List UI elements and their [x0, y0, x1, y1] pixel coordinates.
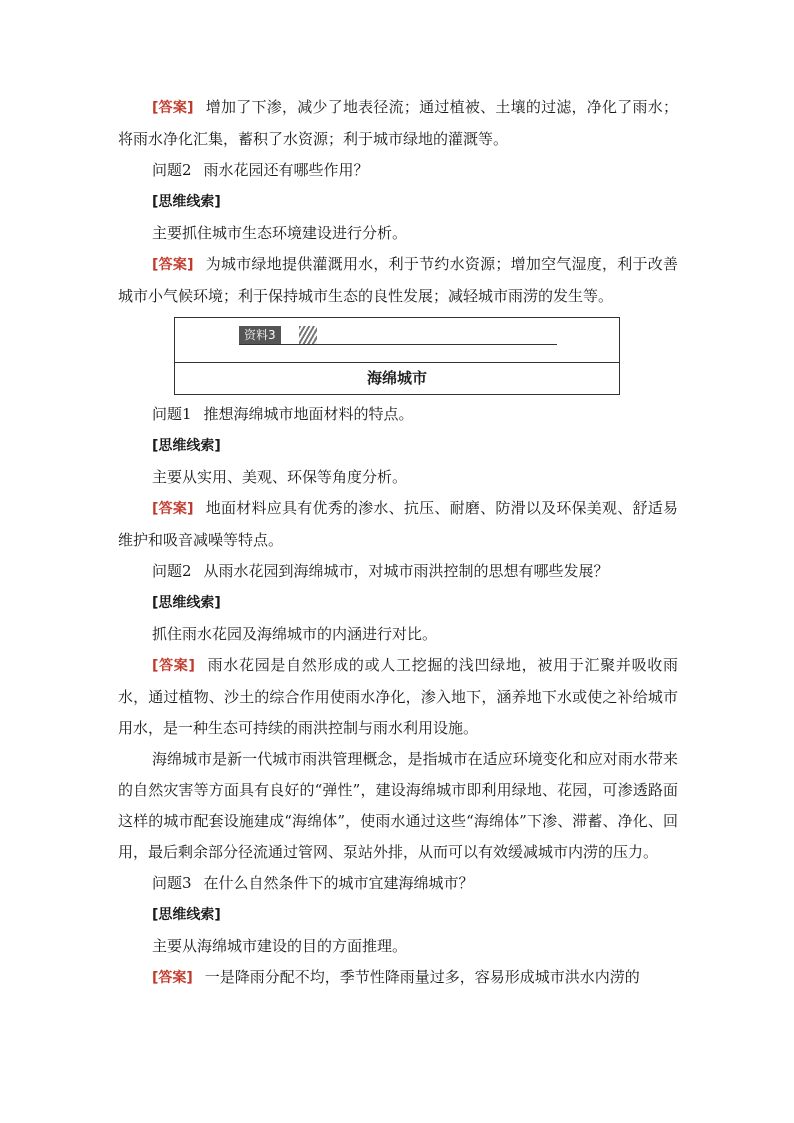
think-paragraph: 主要从海绵城市建设的目的方面推理。 — [152, 937, 408, 955]
think-paragraph: 主要抓住城市生态环境建设进行分析。 — [152, 224, 408, 242]
think-tag: [思维线索] — [152, 595, 221, 611]
material-label: 资料3 — [239, 326, 281, 344]
material-divider — [239, 344, 557, 345]
think-tag: [思维线索] — [152, 907, 221, 923]
answer-text: 一是降雨分配不均，季节性降雨量过多，容易形成城市洪水内涝的 — [204, 968, 640, 986]
question-number: 问题3 — [152, 874, 192, 892]
answer-tag: [答案] — [152, 100, 194, 116]
document-page — [118, 92, 678, 994]
question-heading — [118, 868, 678, 899]
think-tag: [思维线索] — [152, 194, 221, 210]
think-tag: [思维线索] — [152, 438, 221, 454]
question-text: 雨水花园还有哪些作用？ — [203, 161, 369, 179]
think-heading — [118, 430, 678, 462]
answer-tag: [答案] — [152, 970, 193, 986]
answer-paragraph — [118, 650, 678, 744]
answer-paragraph — [118, 493, 678, 556]
question-number: 问题1 — [152, 405, 192, 423]
answer-tag: [答案] — [152, 257, 194, 273]
question-heading — [118, 399, 678, 430]
answer-tag: [答案] — [152, 501, 194, 517]
answer-paragraph — [118, 92, 678, 155]
material-box — [174, 317, 620, 395]
answer-paragraph — [118, 962, 678, 994]
answer-tag: [答案] — [152, 658, 195, 674]
question-number: 问题2 — [152, 161, 192, 179]
body-paragraph: 海绵城市是新一代城市雨洪管理概念，是指城市在适应环境变化和应对雨水带来的自然灾害等方面具有良好的“弹性”，建设海绵城市即利用绿地、花园，可渗透路面这样的城市配套设施建成“海绵体”，使雨水通过这些“海绵体”下渗、滞蓄、净化、回用，最后剩余部分径流通过管网、泵站外排，从而可以有效缓减城市内涝的压力。 — [118, 750, 678, 861]
question-text: 在什么自然条件下的城市宜建海绵城市？ — [203, 874, 474, 892]
question-text: 从雨水花园到海绵城市，对城市雨洪控制的思想有哪些发展？ — [203, 562, 609, 580]
answer-text: 地面材料应具有优秀的渗水、抗压、耐磨、防滑以及环保美观、舒适易维护和吸音减噪等特点。 — [118, 499, 678, 549]
question-heading — [118, 155, 678, 186]
think-heading — [118, 587, 678, 619]
think-heading — [118, 186, 678, 218]
answer-text: 增加了下渗，减少了地表径流；通过植被、土壤的过滤，净化了雨水；将雨水净化汇集，蓄积了水资源；利于城市绿地的灌溉等。 — [118, 98, 678, 148]
think-heading — [118, 899, 678, 931]
material-header — [175, 318, 619, 363]
answer-text: 为城市绿地提供灌溉用水，利于节约水资源；增加空气湿度，利于改善城市小气候环境；利于保持城市生态的良性发展；减轻城市雨涝的发生等。 — [118, 255, 678, 305]
stripes-decoration-icon — [299, 326, 317, 344]
question-text: 推想海绵城市地面材料的特点。 — [203, 405, 414, 423]
think-paragraph: 主要从实用、美观、环保等角度分析。 — [152, 468, 408, 486]
question-number: 问题2 — [152, 562, 192, 580]
answer-text: 雨水花园是自然形成的或人工挖掘的浅凹绿地，被用于汇聚并吸收雨水，通过植物、沙土的综合作用使雨水净化，渗入地下，涵养地下水或使之补给城市用水，是一种生态可持续的雨洪控制与雨水利用设施。 — [118, 656, 678, 737]
answer-paragraph — [118, 249, 678, 312]
question-heading — [118, 556, 678, 587]
material-title: 海绵城市 — [366, 369, 427, 387]
think-paragraph: 抓住雨水花园及海绵城市的内涵进行对比。 — [152, 625, 438, 643]
